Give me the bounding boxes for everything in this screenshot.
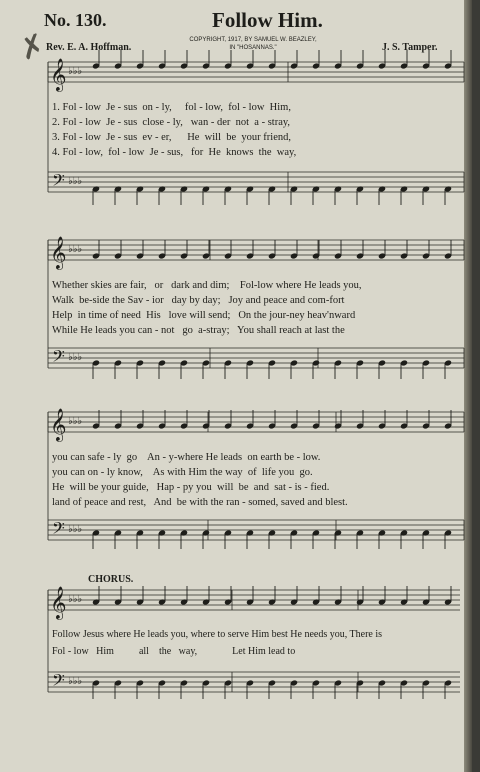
bass-clef-icon: 𝄢 [52, 170, 65, 194]
lyric-line: Fol - low Him all the way, Let Him lead to [52, 646, 296, 657]
lyricist: Rev. E. A. Hoffman. [46, 42, 132, 53]
treble-staff [48, 590, 460, 610]
verse-lyrics-system-3 [52, 450, 348, 510]
lyric-line: 3. Fol - low Je - sus ev - er, He will be your friend, [52, 132, 291, 143]
lyric-line: While He leads you can - not go a-stray; You shall reach at last the [52, 325, 345, 336]
chorus-label: CHORUS. [88, 574, 134, 585]
treble-clef-icon: 𝄞 [50, 586, 67, 619]
verse-lyrics-system-2 [52, 278, 362, 338]
key-signature-icon: ♭♭♭ [68, 176, 83, 187]
treble-clef-icon: 𝄞 [50, 408, 67, 441]
lyric-line: Whether skies are fair, or dark and dim; Fol-low where He leads you, [52, 280, 362, 291]
treble-clef-icon: 𝄞 [50, 236, 67, 269]
chorus-lyrics [52, 626, 382, 660]
bass-clef-icon: 𝄢 [52, 670, 65, 694]
key-signature-icon: ♭♭♭ [68, 524, 83, 535]
lyric-line: you can on - ly know, As with Him the way of life you go. [52, 467, 313, 478]
lyric-line: Walk be-side the Sav - ior day by day; Joy and peace and com-fort [52, 295, 345, 306]
key-signature-icon: ♭♭♭ [68, 244, 83, 255]
treble-staff [48, 412, 464, 432]
lyric-line: 4. Fol - low, fol - low Je - sus, for He knows the way, [52, 147, 297, 158]
composer: J. S. Tamper. [382, 42, 438, 53]
key-signature-icon: ♭♭♭ [68, 676, 83, 687]
bass-clef-icon: 𝄢 [52, 346, 65, 370]
lyric-line: 1. Fol - low Je - sus on - ly, fol - low, fol - low Him, [52, 102, 291, 113]
hymn-title: Follow Him. [212, 8, 323, 32]
lyric-line: you can safe - ly go An - y-where He leads on earth be - low. [52, 452, 321, 463]
treble-clef-icon: 𝄞 [50, 58, 67, 91]
verse-lyrics-system-1 [52, 100, 296, 160]
bass-clef-icon: 𝄢 [52, 518, 65, 542]
key-signature-icon: ♭♭♭ [68, 594, 83, 605]
pencil-mark-icon: ✗ [14, 26, 51, 69]
copyright-line: IN "HOSANNAS." [229, 45, 277, 51]
key-signature-icon: ♭♭♭ [68, 416, 83, 427]
lyric-line: land of peace and rest, And be with the ran - somed, saved and blest. [52, 497, 348, 508]
lyric-line: He will be your guide, Hap - py you will be and sat - is - fied. [52, 482, 330, 493]
hymn-number: No. 130. [44, 10, 107, 30]
lyric-line: Follow Jesus where He leads you, where to serve Him best He needs you, There is [52, 629, 383, 640]
copyright-line: COPYRIGHT, 1917, BY SAMUEL W. BEAZLEY, [189, 37, 317, 43]
lyric-line: Help in time of need His love will send; On the jour-ney heav'nward [52, 310, 356, 321]
key-signature-icon: ♭♭♭ [68, 66, 83, 77]
lyric-line: 2. Fol - low Je - sus close - ly, wan - der not a - stray, [52, 117, 291, 128]
key-signature-icon: ♭♭♭ [68, 352, 83, 363]
